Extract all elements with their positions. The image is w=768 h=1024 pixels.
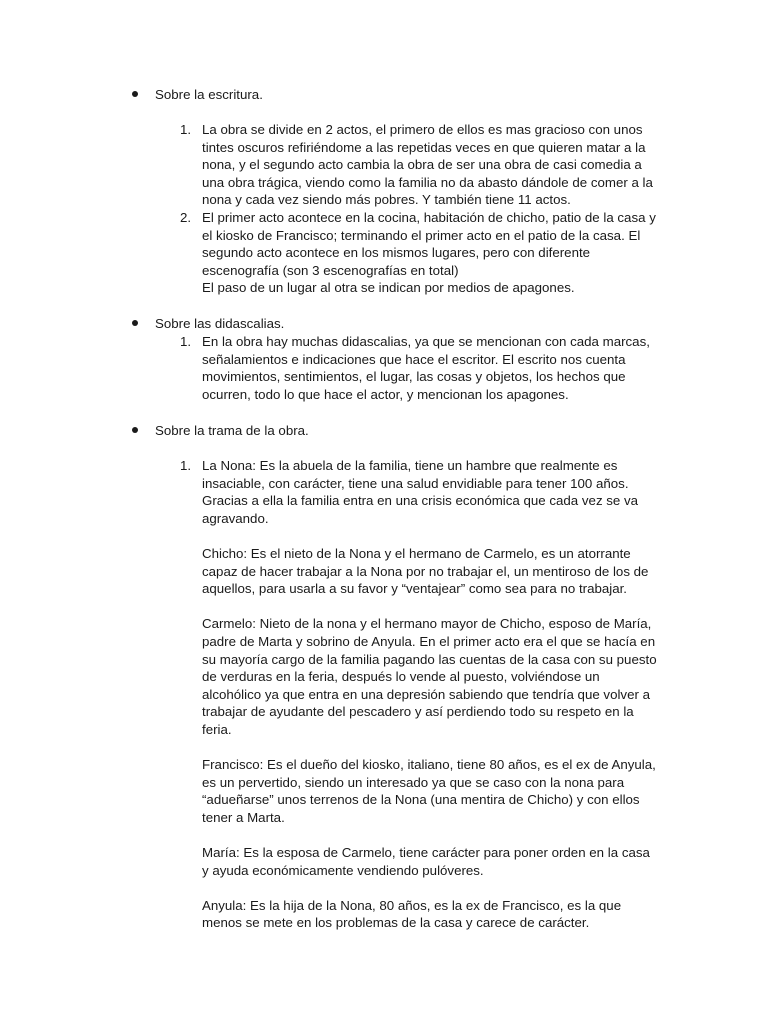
character-description-maria: María: Es la esposa de Carmelo, tiene carácter para poner orden en la casa y ayuda económicamente vendiendo pulóveres.: [202, 845, 650, 878]
numbered-list-didascalias: [180, 333, 660, 403]
list-item-number: 1.: [180, 458, 192, 473]
section-heading-didascalias: [132, 315, 284, 333]
character-description-chicho: Chicho: Es el nieto de la Nona y el hermano de Carmelo, es un atorrante capaz de hacer trabajar a la Nona por no trabajar el, un mentiroso de los de aquellos, para usarla a su favor y “ventajear” como sea para no trabajar.: [202, 545, 649, 597]
list-item-paragraph: La obra se divide en 2 actos, el primero de ellos es mas gracioso con unos tintes oscuros refiriéndome a las repetidas veces en que quieren matar a la nona, y el segundo acto cambia la obra de ser una obra de casi comedia a una obra trágica, viendo como la familia no da abasto dándole de comer a la nona y cada vez siendo más pobres. Y también tiene 11 actos.: [202, 122, 653, 208]
numbered-list-trama: [180, 457, 660, 932]
section-heading-text: Sobre la escritura.: [155, 87, 263, 102]
numbered-list-escritura: [180, 121, 660, 297]
character-description-francisco: Francisco: Es el dueño del kiosko, italiano, tiene 80 años, es el ex de Anyula, es un pervertido, siendo un interesado ya que se caso con la nona para “adueñarse” unos terrenos de la Nona (una mentira de Chicho) y con ellos tener a Marta.: [202, 757, 656, 825]
section-heading-text: Sobre la trama de la obra.: [155, 423, 309, 438]
character-description-carmelo: Carmelo: Nieto de la nona y el hermano mayor de Chicho, esposo de María, padre de Marta y sobrino de Anyula. En el primer acto era el que se hacía en su mayoría cargo de la familia pagando las cuentas de la casa con su puesto de verduras en la feria, después lo vende al puesto, volviéndose un alcohólico ya que entra en una depresión sabiendo que tendría que volver a trabajar de ayudante del pescadero y así perdiendo todo su respeto en la feria.: [202, 616, 657, 737]
list-item-paragraph: El paso de un lugar al otra se indican por medios de apagones.: [202, 280, 575, 296]
list-item: [180, 209, 660, 297]
bullet-icon: [132, 320, 138, 326]
character-description-nona: La Nona: Es la abuela de la familia, tiene un hambre que realmente es insaciable, con carácter, tiene una salud envidiable para tener 100 años. Gracias a ella la familia entra en una crisis económica que cada vez se va agravando.: [202, 458, 639, 526]
list-item: [180, 457, 660, 932]
list-item: [180, 121, 660, 209]
list-item-number: 1.: [180, 122, 192, 137]
character-description-anyula: Anyula: Es la hija de la Nona, 80 años, es la ex de Francisco, es la que menos se mete en los problemas de la casa y carece de carácter.: [202, 897, 622, 931]
list-item-number: 1.: [180, 334, 192, 349]
list-item: [180, 333, 660, 403]
section-heading-text: Sobre las didascalias.: [155, 316, 285, 331]
section-heading-trama: [132, 422, 309, 440]
section-heading-escritura: [132, 86, 263, 104]
list-item-number: 2.: [180, 209, 192, 225]
bullet-icon: [132, 427, 138, 433]
bullet-icon: [132, 91, 138, 97]
list-item-paragraph: El primer acto acontece en la cocina, habitación de chicho, patio de la casa y el kiosko de Francisco; terminando el primer acto en el patio de la casa. El segundo acto acontece en los mismos lugares, pero con diferente escenografía (son 3 escenografías en total): [202, 209, 656, 278]
list-item-paragraph: En la obra hay muchas didascalias, ya que se mencionan con cada marcas, señalamientos e indicaciones que hace el escritor. El escrito nos cuenta movimientos, sentimientos, el lugar, las cosas y objetos, los hechos que ocurren, todo lo que hace el actor, y mencionan los apagones.: [202, 334, 650, 402]
